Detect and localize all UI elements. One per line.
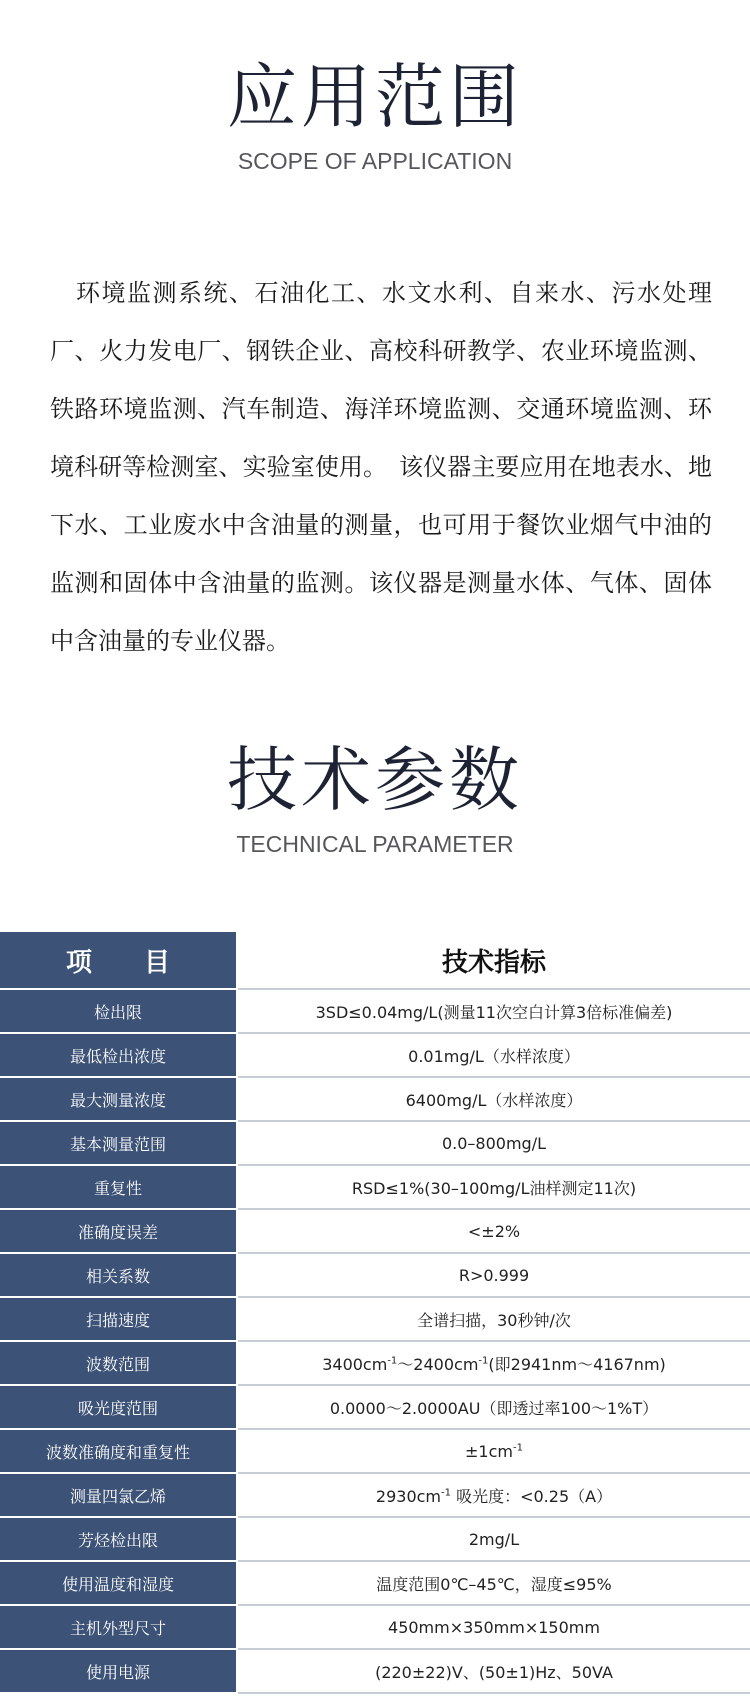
table-row (0, 1033, 750, 1077)
scope-paragraph: 环境监测系统、石油化工、水文水利、自来水、污水处理厂、火力发电厂、钢铁企业、高校科研教学、农业环境监测、铁路环境监测、汽车制造、海洋环境监测、交通环境监测、环境科研等检测室、实验室使用。 该仪器主要应用在地表水、地下水、工业废水中含油量的测量，也可用于餐饮业烟气中油的监测和固体中含油量的监测。该仪器是测量水体、气体、固体中含油量的专业仪器。 (50, 279, 712, 655)
row-spec: 6400mg/L（水样浓度） (237, 1077, 750, 1121)
table-row (0, 1517, 750, 1561)
row-spec: 2mg/L (237, 1517, 750, 1561)
row-item: 扫描速度 (0, 1297, 237, 1341)
table-row (0, 1253, 750, 1297)
table-row (0, 1473, 750, 1517)
row-spec: 0.01mg/L（水样浓度） (237, 1033, 750, 1077)
row-item: 芳烃检出限 (0, 1517, 237, 1561)
row-spec: 温度范围0℃–45℃，湿度≤95% (237, 1561, 750, 1605)
superscript: -1 (441, 1487, 451, 1499)
row-spec: 3SD≤0.04mg/L(测量11次空白计算3倍标准偏差) (237, 989, 750, 1033)
table-row (0, 1209, 750, 1253)
row-item: 使用温度和湿度 (0, 1561, 237, 1605)
table-row (0, 1297, 750, 1341)
superscript: -1 (512, 1442, 523, 1454)
row-spec: 全谱扫描，30秒钟/次 (237, 1297, 750, 1341)
row-item: 最大测量浓度 (0, 1077, 237, 1121)
superscript: -1 (387, 1355, 398, 1367)
row-item: 波数准确度和重复性 (0, 1429, 237, 1473)
row-spec: R>0.999 (237, 1253, 750, 1297)
row-spec: 0.0000～2.0000AU（即透过率100～1%T） (237, 1385, 750, 1429)
row-spec: 450mm×350mm×150mm (237, 1605, 750, 1649)
row-item: 准确度误差 (0, 1209, 237, 1253)
params-title: 技术参数 (227, 739, 523, 821)
params-table (0, 932, 750, 1694)
row-item: 使用电源 (0, 1649, 237, 1693)
table-row (0, 1385, 750, 1429)
params-section-header (0, 739, 750, 857)
header-item: 项 目 (0, 932, 237, 989)
table-row (0, 1121, 750, 1165)
table-row (0, 989, 750, 1033)
row-item: 检出限 (0, 989, 237, 1033)
spec-part: ±1cm (465, 1441, 513, 1461)
row-spec: RSD≤1%(30–100mg/L油样测定11次) (237, 1165, 750, 1209)
scope-section-header (0, 56, 750, 174)
table-row (0, 1649, 750, 1693)
spec-part: 吸光度：<0.25（A） (451, 1486, 613, 1506)
table-row (0, 1341, 750, 1385)
table-header-row (0, 932, 750, 989)
row-item: 主机外型尺寸 (0, 1605, 237, 1649)
row-spec (237, 1429, 750, 1473)
row-spec (237, 1341, 750, 1385)
superscript: -1 (478, 1355, 489, 1367)
row-item: 最低检出浓度 (0, 1033, 237, 1077)
row-item: 波数范围 (0, 1341, 237, 1385)
header-spec: 技术指标 (237, 932, 750, 989)
spec-part: 2930cm (375, 1486, 442, 1506)
table-row (0, 1561, 750, 1605)
row-item: 吸光度范围 (0, 1385, 237, 1429)
row-spec: <±2% (237, 1209, 750, 1253)
params-subtitle: TECHNICAL PARAMETER (236, 831, 514, 857)
spec-part: 3400cm (322, 1354, 388, 1374)
row-item: 测量四氯乙烯 (0, 1473, 237, 1517)
scope-subtitle: SCOPE OF APPLICATION (237, 148, 513, 174)
row-spec: 0.0–800mg/L (237, 1121, 750, 1165)
row-spec: (220±22)V、(50±1)Hz、50VA (237, 1649, 750, 1693)
row-item: 重复性 (0, 1165, 237, 1209)
row-spec (237, 1473, 750, 1517)
row-item: 相关系数 (0, 1253, 237, 1297)
spec-part: (即2941nm～4167nm) (488, 1354, 666, 1374)
table-row (0, 1077, 750, 1121)
spec-part: ～2400cm (397, 1354, 479, 1374)
row-item: 基本测量范围 (0, 1121, 237, 1165)
table-row (0, 1165, 750, 1209)
scope-title: 应用范围 (227, 56, 523, 138)
table-row (0, 1429, 750, 1473)
table-row (0, 1605, 750, 1649)
